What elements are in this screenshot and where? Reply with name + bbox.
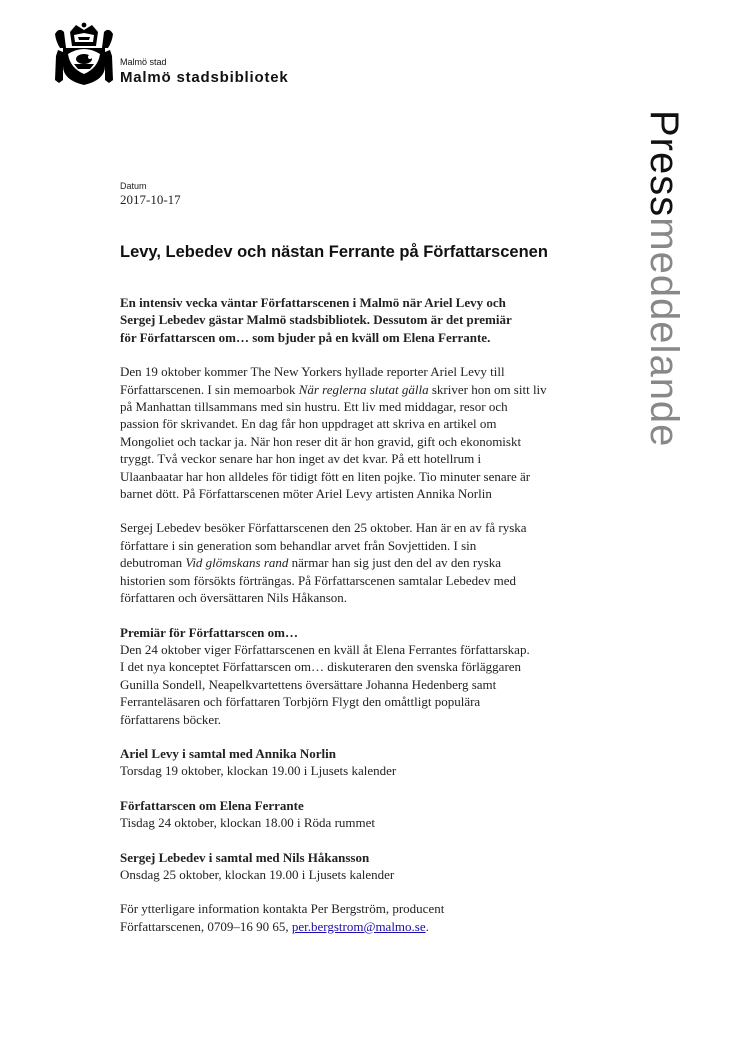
text-line: historien som försökts förträngas. På Författarscenen samtalar Lebedev med	[120, 572, 517, 588]
text-line: Ulaanbaatar har hon alldeles för tidigt fött en liten pojke. Tio minuter senare är	[120, 468, 531, 484]
text-line: För ytterligare information kontakta Per Bergström, producent	[120, 901, 445, 917]
lead-line: för Författarscen om… som bjuder på en kväll om Elena Ferrante.	[120, 329, 491, 345]
pressmeddelande-vertical-title	[644, 110, 684, 447]
text-line	[120, 919, 429, 934]
side-word-meddelande: meddelande	[642, 217, 686, 448]
text-line: Den 19 oktober kommer The New Yorkers hyllade reporter Ariel Levy till	[120, 364, 505, 380]
paragraph-ariel-levy	[120, 363, 620, 502]
event-details: Torsdag 19 oktober, klockan 19.00 i Ljusets kalender	[120, 763, 397, 779]
side-word-press: Press	[642, 110, 686, 218]
date-label: Datum	[120, 181, 147, 191]
press-release-body	[120, 294, 620, 952]
lead-line: Sergej Lebedev gästar Malmö stadsbibliotek. Dessutom är det premiär	[120, 312, 512, 328]
contact-paragraph	[120, 900, 620, 935]
org-small: Malmö stad	[120, 57, 167, 67]
text-line	[120, 382, 547, 397]
text-line: författare i sin generation som behandlar arvet från Sovjettiden. I sin	[120, 537, 477, 553]
text-line: författarens böcker.	[120, 711, 222, 727]
book-title: När reglerna slutat gälla	[298, 381, 429, 397]
contact-email-link[interactable]: per.bergstrom@malmo.se	[291, 918, 426, 934]
event-details: Onsdag 25 oktober, klockan 19.00 i Ljusets kalender	[120, 866, 395, 882]
page-title: Levy, Lebedev och nästan Ferrante på Författarscenen	[120, 243, 548, 261]
text-segment: närmar han sig just den del av den ryska	[288, 555, 502, 571]
event-item	[120, 849, 620, 884]
text-line: författaren och översättaren Nils Håkanson.	[120, 590, 348, 606]
text-line: passion för skrivandet. En dag får hon uppdraget att skriva en artikel om	[120, 416, 497, 432]
text-line: Gunilla Sondell, Neapelkvartettens översättare Johanna Hedenberg samt	[120, 676, 497, 692]
text-line: barnet dött. På Författarscenen möter Ariel Levy artisten Annika Norlin	[120, 486, 492, 502]
text-line: tryggt. Två veckor senare har hon inget av det kvar. På ett hotellrum i	[120, 451, 482, 467]
text-line	[120, 555, 501, 570]
event-item	[120, 745, 620, 780]
text-line: Mongoliet och tackar ja. När hon reser dit är hon gravid, gift och ekonomiskt	[120, 433, 522, 449]
date-value: 2017-10-17	[120, 192, 181, 207]
text-segment: skriver hon om sitt liv	[428, 381, 547, 397]
section-heading: Premiär för Författarscen om…	[120, 624, 298, 640]
paragraph-sergej-lebedev	[120, 519, 620, 606]
event-title: Författarscen om Elena Ferrante	[120, 797, 304, 813]
lead-line: En intensiv vecka väntar Författarscenen i Malmö när Ariel Levy och	[120, 295, 506, 310]
org-name: Malmö stadsbibliotek	[120, 69, 289, 86]
event-title: Ariel Levy i samtal med Annika Norlin	[120, 745, 336, 761]
text-line: Ferranteläsaren och författaren Torbjörn Flygt den omåttligt populära	[120, 694, 481, 710]
text-line: Den 24 oktober viger Författarscenen en kväll åt Elena Ferrantes författarskap.	[120, 641, 530, 657]
paragraph-premiar	[120, 624, 620, 728]
text-segment: Författarscenen. I sin memoarbok	[120, 381, 299, 397]
text-segment: debutroman	[120, 555, 186, 571]
event-title: Sergej Lebedev i samtal med Nils Håkansson	[120, 849, 370, 865]
text-segment: Författarscenen, 0709–16 90 65,	[120, 918, 292, 934]
text-line: på Manhattan tillsammans med sin hustru. Ett liv med middagar, resor och	[120, 399, 508, 415]
event-details: Tisdag 24 oktober, klockan 18.00 i Röda rummet	[120, 815, 376, 831]
lead-paragraph	[120, 294, 620, 346]
text-line: I det nya konceptet Författarscen om… diskuteraren den svenska förläggaren	[120, 659, 522, 675]
text-line: Sergej Lebedev besöker Författarscenen den 25 oktober. Han är en av få ryska	[120, 520, 527, 536]
malmo-coat-of-arms-icon	[54, 22, 114, 86]
event-item	[120, 797, 620, 832]
text-segment: .	[425, 918, 429, 934]
book-title: Vid glömskans rand	[185, 555, 289, 571]
organization-header	[120, 57, 289, 87]
